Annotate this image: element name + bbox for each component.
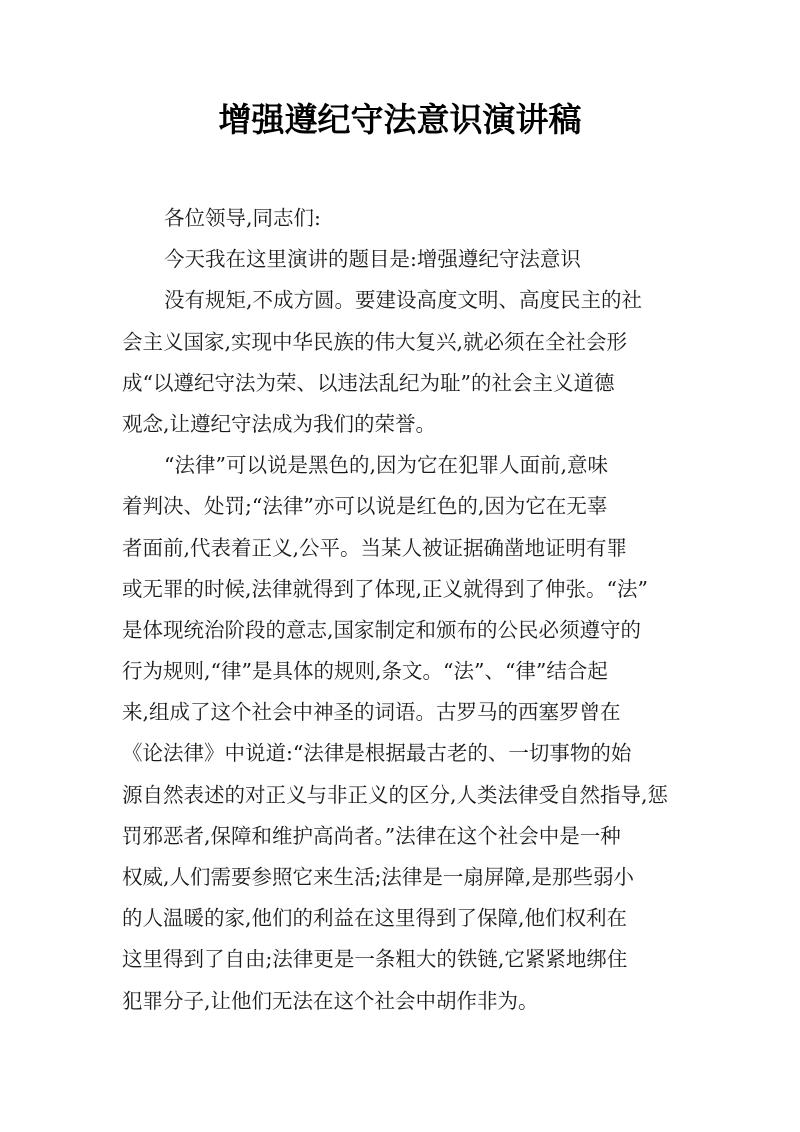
body-line: 犯罪分子,让他们无法在这个社会中胡作非为。: [122, 988, 539, 1013]
body-line: 各位领导,同志们:: [164, 206, 321, 230]
body-line: 罚邪恶者,保障和维护高尚者。”法律在这个社会中是一种: [122, 823, 621, 848]
body-line: 着判决、处罚;“法律”亦可以说是红色的,因为它在无辜: [122, 494, 608, 519]
body-line: 源自然表述的对正义与非正义的区分,人类法律受自然指导,惩: [122, 782, 669, 807]
body-line: 来,组成了这个社会中神圣的词语。古罗马的西塞罗曾在: [122, 700, 621, 725]
body-line: 《论法律》中说道:“法律是根据最古老的、一切事物的始: [122, 741, 632, 766]
speech-body: [122, 198, 722, 1022]
body-line: 这里得到了自由;法律更是一条粗大的铁链,它紧紧地绑住: [122, 947, 628, 972]
body-line: 没有规矩,不成方圆。要建设高度文明、高度民主的社: [164, 288, 643, 313]
body-line: “法律”可以说是黑色的,因为它在犯罪人面前,意味: [164, 453, 608, 478]
body-line: 今天我在这里演讲的题目是:增强遵纪守法意识: [164, 247, 581, 272]
body-line: 观念,让遵纪守法成为我们的荣誉。: [122, 411, 437, 436]
body-line: 会主义国家,实现中华民族的伟大复兴,就必须在全社会形: [122, 329, 628, 354]
body-line: 成“以遵纪守法为荣、以违法乱纪为耻”的社会主义道德: [122, 370, 615, 395]
page-title: 增强遵纪守法意识演讲稿: [218, 100, 582, 139]
body-line: 者面前,代表着正义,公平。当某人被证据确凿地证明有罪: [122, 535, 628, 560]
body-line: 权威,人们需要参照它来生活;法律是一扇屏障,是那些弱小: [122, 865, 634, 889]
body-line: 的人温暖的家,他们的利益在这里得到了保障,他们权利在: [122, 906, 628, 931]
body-line: 行为规则,“律”是具体的规则,条文。“法”、“律”结合起: [122, 659, 608, 684]
body-line: 是体现统治阶段的意志,国家制定和颁布的公民必须遵守的: [122, 617, 642, 642]
body-line: 或无罪的时候,法律就得到了体现,正义就得到了伸张。“法”: [122, 576, 648, 601]
